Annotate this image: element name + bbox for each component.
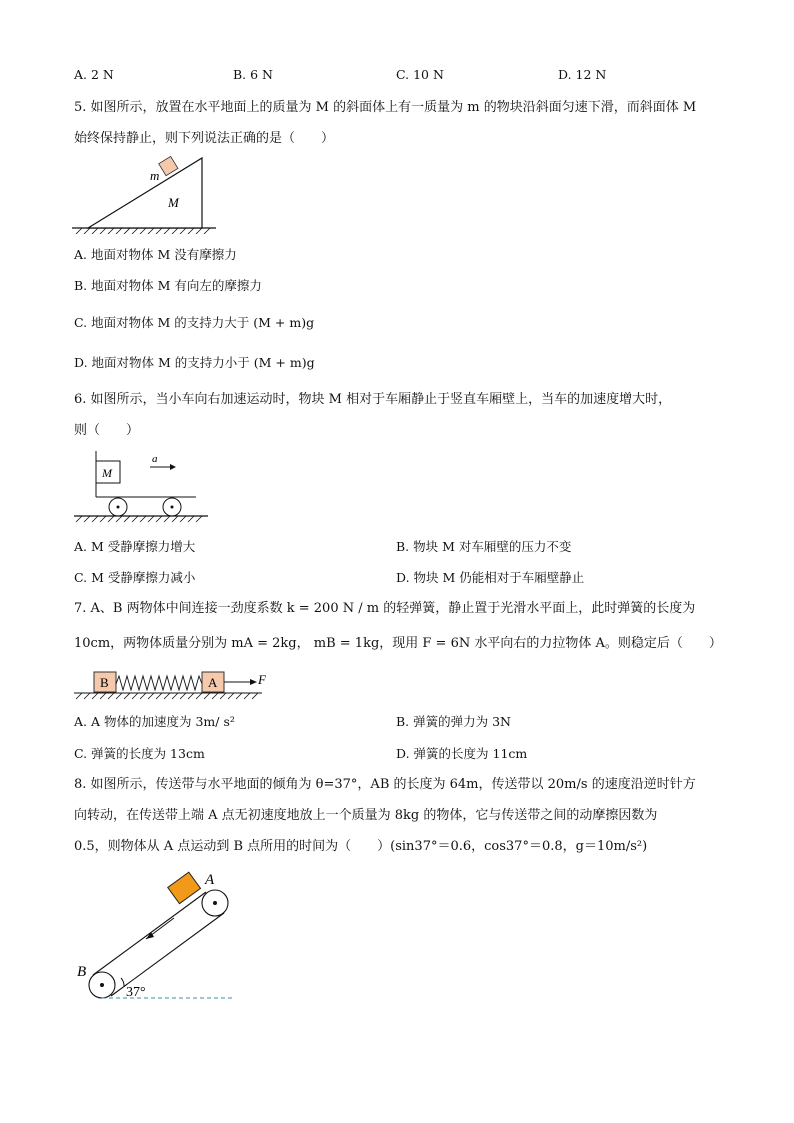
ground-hatching [76, 516, 202, 522]
q7-stem-line2: 10cm，两物体质量分别为 mA = 2kg， mB = 1kg，现用 F = 6N 水平向右的力拉物体 A。则稳定后（ ） [74, 636, 722, 651]
label-angle: 37° [126, 985, 146, 1000]
label-B: B [100, 675, 109, 690]
q4-option-a: A. 2 N [74, 67, 114, 82]
q7-option-c: C. 弹簧的长度为 13cm [74, 746, 205, 761]
q5-option-a: A. 地面对物体 M 没有摩擦力 [74, 247, 237, 262]
q6-option-c: C. M 受静摩擦力减小 [74, 570, 196, 585]
block-m [159, 156, 178, 175]
label-F: F [258, 672, 266, 687]
force-arrowhead [250, 679, 257, 685]
label-M: M [168, 195, 179, 210]
q6-stem-line1: 6. 如图所示，当小车向右加速运动时，物块 M 相对于车厢静止于竖直车厢壁上，当车的加速度增大时， [74, 392, 672, 407]
label-B: B [77, 964, 87, 980]
q6-cart-figure [72, 447, 212, 527]
q6-option-d: D. 物块 M 仍能相对于车厢壁静止 [396, 570, 585, 585]
q8-stem-line3: 0.5，则物体从 A 点运动到 B 点所用的时间为（ ）(sin37°＝0.6，cos37°＝0.8，g＝10m/s²) [74, 839, 648, 854]
q7-stem-line1: 7. A、B 两物体中间连接一劲度系数 k = 200 N / m 的轻弹簧，静止置于光滑水平面上，此时弹簧的长度为 [74, 601, 696, 616]
incline-wedge [88, 158, 202, 228]
angle-arc [121, 978, 124, 987]
label-a: a [152, 453, 158, 465]
label-m: m [150, 168, 160, 183]
q5-option-c: C. 地面对物体 M 的支持力大于 (M + m)g [74, 315, 315, 330]
acceleration-arrowhead [170, 464, 176, 470]
q5-stem-line2: 始终保持静止，则下列说法正确的是（ ） [74, 131, 335, 146]
q5-stem-line1: 5. 如图所示，放置在水平地面上的质量为 M 的斜面体上有一质量为 m 的物块沿斜面匀速下滑，而斜面体 M [74, 100, 697, 115]
ground-hatching [76, 228, 210, 234]
q5-option-d: D. 地面对物体 M 的支持力小于 (M + m)g [74, 355, 315, 370]
q6-option-a: A. M 受静摩擦力增大 [74, 539, 196, 554]
q7-option-b: B. 弹簧的弹力为 3N [396, 714, 511, 729]
belt-top-edge [93, 892, 206, 975]
q8-conveyor-figure [74, 866, 244, 1006]
label-M: M [102, 466, 112, 480]
label-A: A [205, 872, 215, 888]
q7-spring-figure [72, 666, 282, 700]
q4-option-c: C. 10 N [396, 67, 444, 82]
spring [116, 676, 202, 690]
q6-option-b: B. 物块 M 对车厢壁的压力不变 [396, 539, 572, 554]
q7-option-a: A. A 物体的加速度为 3m/ s² [74, 714, 235, 729]
q4-option-b: B. 6 N [233, 67, 273, 82]
q8-stem-line2: 向转动，在传送带上端 A 点无初速度地放上一个质量为 8kg 的物体，它与传送带之间的动摩擦因数为 [74, 808, 658, 823]
q7-option-d: D. 弹簧的长度为 11cm [396, 746, 528, 761]
q8-stem-line1: 8. 如图所示，传送带与水平地面的倾角为 θ=37°，AB 的长度为 64m，传送带以 20m/s 的速度沿逆时针方 [74, 777, 696, 792]
object-block [168, 872, 201, 903]
label-A: A [208, 675, 218, 690]
q5-incline-figure [70, 152, 220, 234]
belt-bottom-edge [111, 913, 224, 996]
q6-stem-line2: 则（ ） [74, 423, 140, 438]
q5-option-b: B. 地面对物体 M 有向左的摩擦力 [74, 278, 262, 293]
q4-option-d: D. 12 N [558, 67, 607, 82]
ground-hatching [76, 693, 258, 699]
